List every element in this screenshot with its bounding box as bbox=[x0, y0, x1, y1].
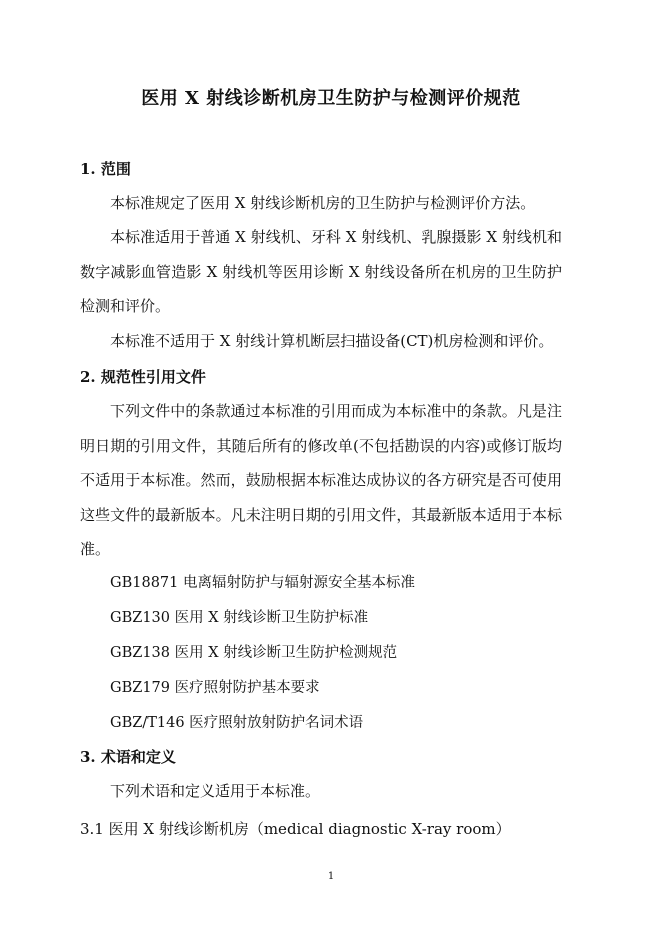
reference-item: GBZ130 医用 X 射线诊断卫生防护标准 bbox=[110, 610, 369, 626]
document-title: 医用 X 射线诊断机房卫生防护与检测评价规范 bbox=[141, 88, 521, 109]
reference-item: GBZ179 医疗照射防护基本要求 bbox=[110, 680, 320, 696]
reference-item: GBZ/T146 医疗照射放射防护名词术语 bbox=[110, 715, 364, 731]
reference-item: GBZ138 医用 X 射线诊断卫生防护检测规范 bbox=[110, 645, 398, 661]
paragraph-scope-3: 本标准不适用于 X 射线计算机断层扫描设备(CT)机房检测和评价。 bbox=[110, 332, 554, 350]
section-heading-normative-references: 2. 规范性引用文件 bbox=[80, 368, 206, 386]
paragraph-references-intro: 下列文件中的条款通过本标准的引用而成为本标准中的条款。凡是注明日期的引用文件，其随后所有的修改单(不包括勘误的内容)或修订版均不适用于本标准。然而，鼓励根据本标准达成协议的各方研究是否可使用这些文件的最新版本。凡未注明日期的引用文件，其最新版本适用于本标准。 bbox=[80, 402, 562, 558]
reference-item: GB18871 电离辐射防护与辐射源安全基本标准 bbox=[110, 575, 415, 591]
paragraph-terms-intro: 下列术语和定义适用于本标准。 bbox=[110, 782, 321, 800]
term-3-1-line: 3.1 医用 X 射线诊断机房（medical diagnostic X-ray room） bbox=[80, 820, 511, 838]
page-number: 1 bbox=[327, 871, 335, 882]
section-heading-terms: 3. 术语和定义 bbox=[80, 748, 176, 766]
section-heading-scope: 1. 范围 bbox=[80, 160, 131, 178]
paragraph-scope-1: 本标准规定了医用 X 射线诊断机房的卫生防护与检测评价方法。 bbox=[110, 194, 536, 212]
paragraph-scope-2: 本标准适用于普通 X 射线机、牙科 X 射线机、乳腺摄影 X 射线机和数字减影血管造影 X 射线机等医用诊断 X 射线设备所在机房的卫生防护检测和评价。 bbox=[80, 228, 562, 315]
